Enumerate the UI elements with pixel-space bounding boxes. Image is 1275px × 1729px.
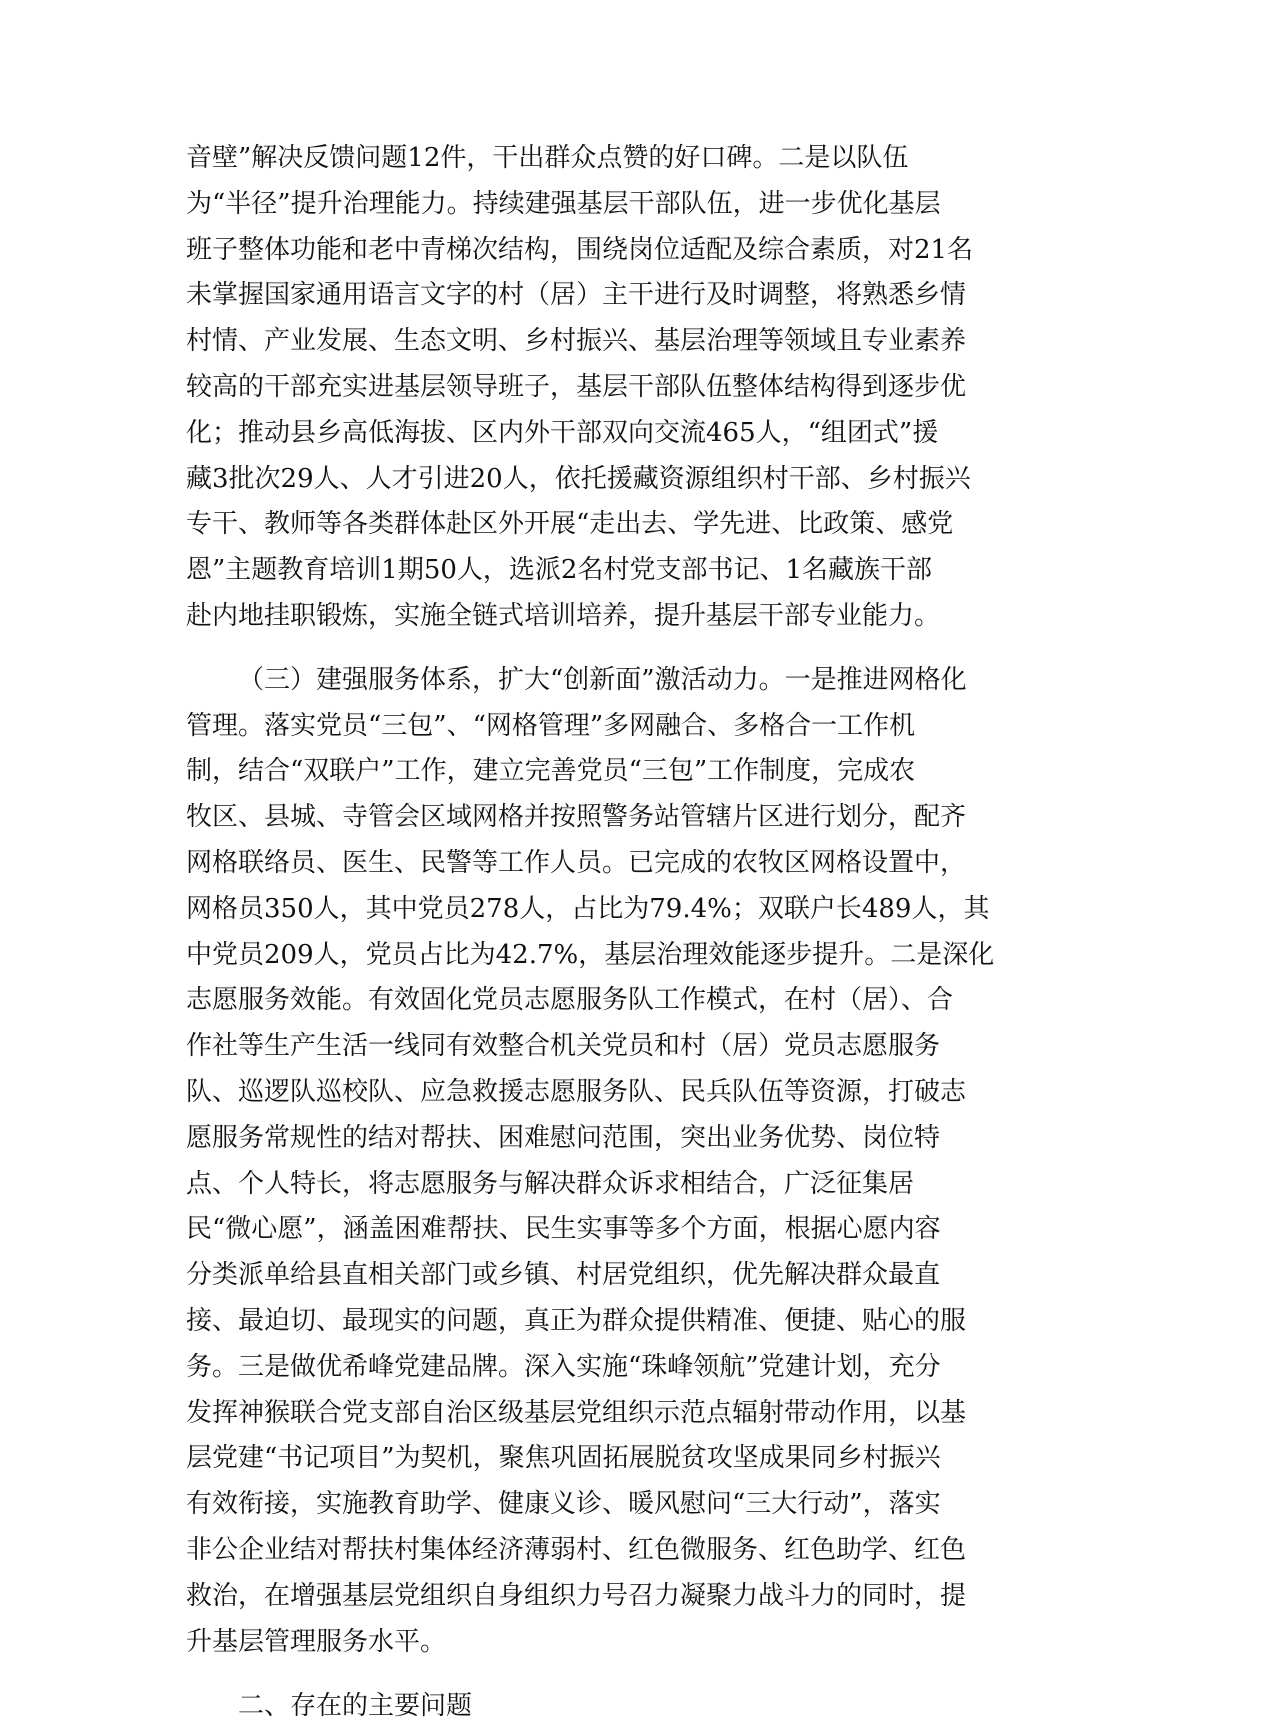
text-line: 务。三是做优希峰党建品牌。深入实施“珠峰领航”党建计划，充分 <box>186 1351 941 1382</box>
text-line: 点、个人特长，将志愿服务与解决群众诉求相结合，广泛征集居 <box>186 1168 915 1199</box>
text-line: 化；推动县乡高低海拔、区内外干部双向交流465人，“组团式”援 <box>186 417 939 448</box>
text-line: 愿服务常规性的结对帮扶、困难慰问范围，突出业务优势、岗位特 <box>186 1122 941 1153</box>
text-line: 升基层管理服务水平。 <box>186 1626 447 1657</box>
text-line: 有效衔接，实施教育助学、健康义诊、暖风慰问“三大行动”，落实 <box>186 1489 941 1520</box>
paragraph-spacer <box>186 1665 1086 1683</box>
text-line: 村情、产业发展、生态文明、乡村振兴、基层治理等领域且专业素养 <box>186 326 967 357</box>
paragraph-three <box>186 658 1086 1666</box>
text-line: 分类派单给县直相关部门或乡镇、村居党组织，优先解决群众最直 <box>186 1260 941 1291</box>
text-line: 网格员350人，其中党员278人，占比为79.4%；双联户长489人，其 <box>186 893 990 924</box>
text-line: 牧区、县城、寺管会区域网格并按照警务站管辖片区进行划分，配齐 <box>186 802 967 833</box>
section-heading: 二、存在的主要问题 <box>238 1691 473 1722</box>
text-line: 音壁”解决反馈问题12件，干出群众点赞的好口碑。二是以队伍 <box>186 143 909 173</box>
text-line: 发挥神猴联合党支部自治区级基层党组织示范点辐射带动作用，以基 <box>186 1397 967 1428</box>
text-line: 较高的干部充实进基层领导班子，基层干部队伍整体结构得到逐步优 <box>186 371 967 402</box>
text-line: 队、巡逻队巡校队、应急救援志愿服务队、民兵队伍等资源，打破志 <box>186 1076 967 1107</box>
text-line: 救治，在增强基层党组织自身组织力号召力凝聚力战斗力的同时，提 <box>186 1580 967 1611</box>
text-line: 志愿服务效能。有效固化党员志愿服务队工作模式，在村（居）、合 <box>186 985 954 1016</box>
text-line: 班子整体功能和老中青梯次结构，围绕岗位适配及综合素质，对21名 <box>186 234 974 265</box>
text-line: 网格联络员、医生、民警等工作人员。已完成的农牧区网格设置中， <box>186 847 967 878</box>
text-line: 未掌握国家通用语言文字的村（居）主干进行及时调整，将熟悉乡情 <box>186 280 967 311</box>
text-line: 管理。落实党员“三包”、“网格管理”多网融合、多格合一工作机 <box>186 710 916 741</box>
text-line: 作社等生产生活一线同有效整合机关党员和村（居）党员志愿服务 <box>186 1031 941 1062</box>
text-line: （三）建强服务体系，扩大“创新面”激活动力。一是推进网格化 <box>238 664 967 695</box>
text-line: 为“半径”提升治理能力。持续建强基层干部队伍，进一步优化基层 <box>186 188 941 219</box>
paragraph-continued <box>186 136 1086 640</box>
text-line: 制，结合“双联户”工作，建立完善党员“三包”工作制度，完成农 <box>186 756 916 787</box>
text-line: 赴内地挂职锻炼，实施全链式培训培养，提升基层干部专业能力。 <box>186 600 941 631</box>
text-line: 专干、教师等各类群体赴区外开展“走出去、学先进、比政策、感党 <box>186 509 954 540</box>
body-text <box>186 136 1086 1729</box>
text-line: 恩”主题教育培训1期50人，选派2名村党支部书记、1名藏族干部 <box>186 555 933 586</box>
text-line: 层党建“书记项目”为契机，聚焦巩固拓展脱贫攻坚成果同乡村振兴 <box>186 1443 941 1474</box>
text-line: 接、最迫切、最现实的问题，真正为群众提供精准、便捷、贴心的服 <box>186 1305 967 1336</box>
text-line: 藏3批次29人、人才引进20人，依托援藏资源组织村干部、乡村振兴 <box>186 463 971 494</box>
text-line: 民“微心愿”，涵盖困难帮扶、民生实事等多个方面，根据心愿内容 <box>186 1214 941 1245</box>
paragraph-spacer <box>186 640 1086 658</box>
text-line: 中党员209人，党员占比为42.7%，基层治理效能逐步提升。二是深化 <box>186 939 995 970</box>
text-line: 非公企业结对帮扶村集体经济薄弱村、红色微服务、红色助学、红色 <box>186 1534 967 1565</box>
